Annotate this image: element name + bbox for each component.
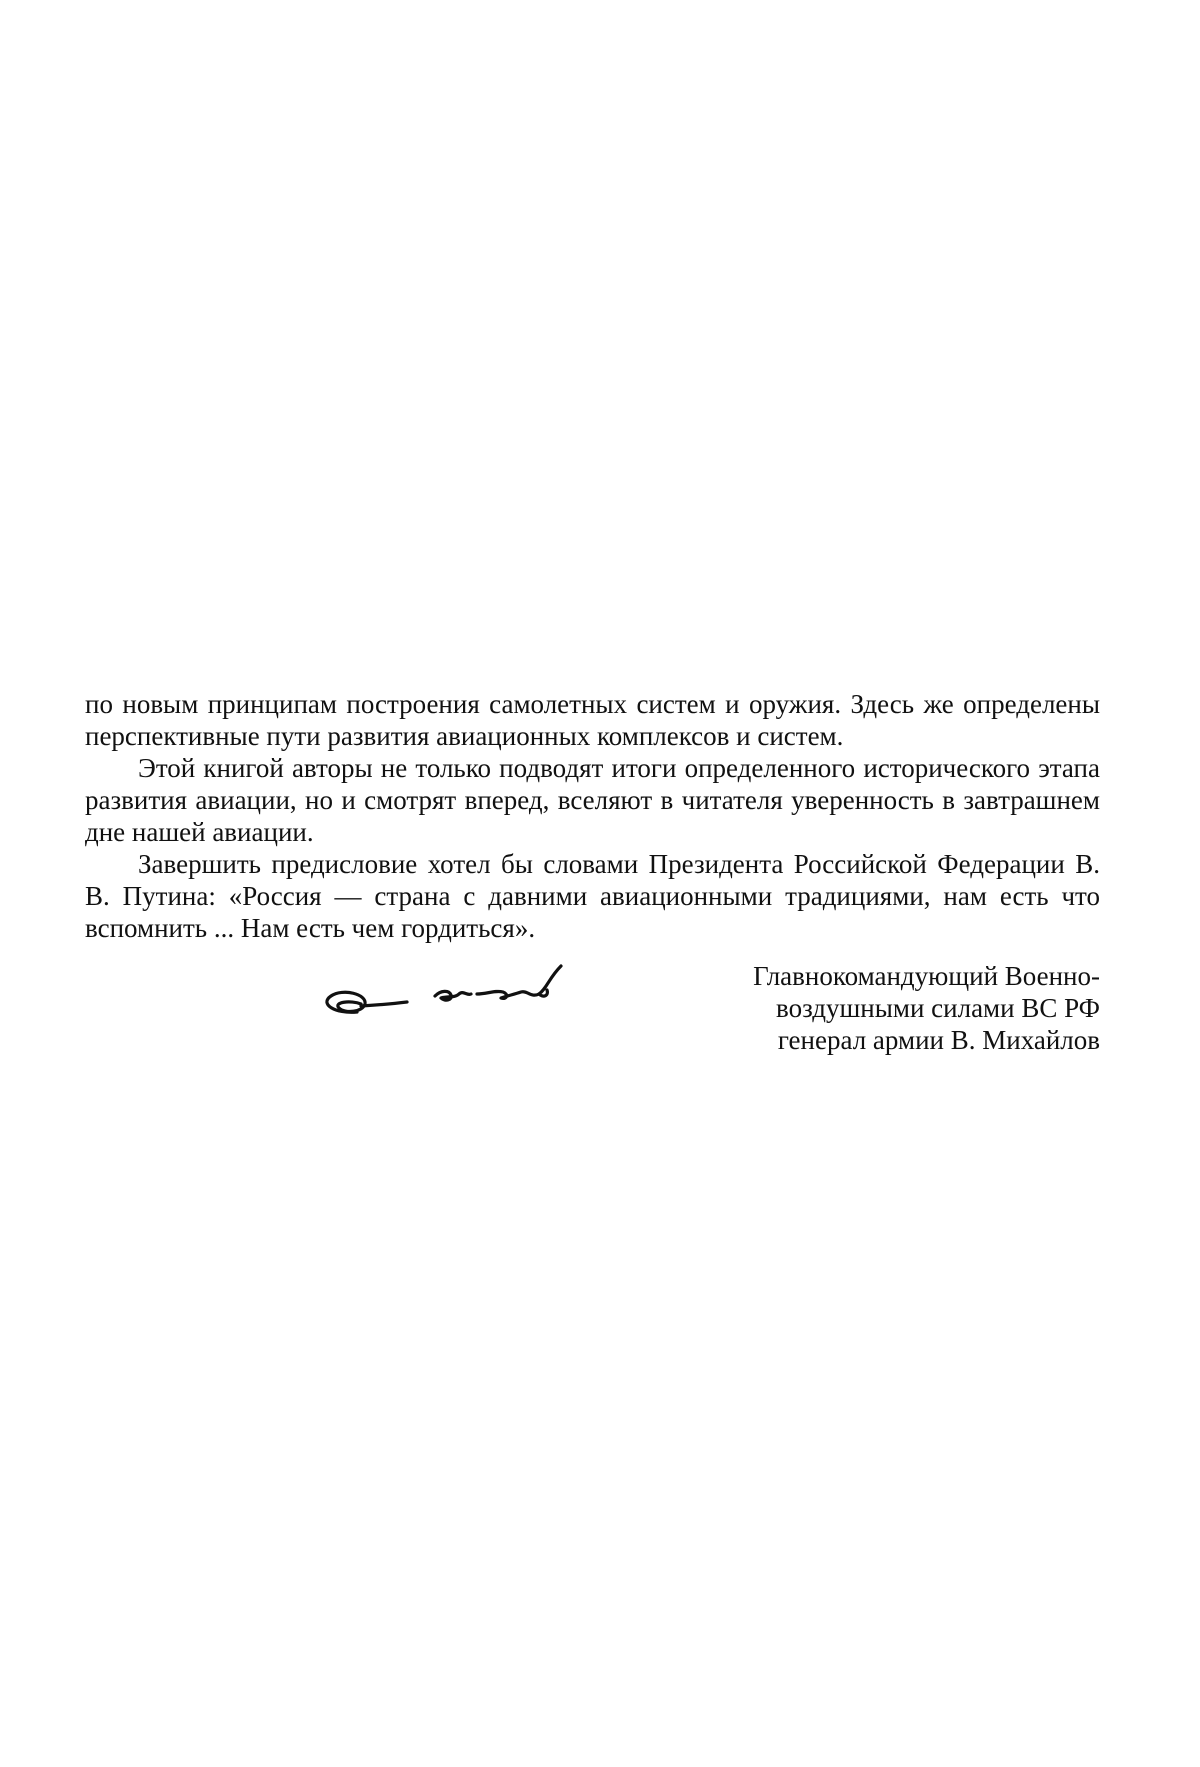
preface-text — [85, 688, 1100, 944]
signer-organization-line: воздушными силами ВС РФ — [776, 993, 1100, 1023]
signer-title — [753, 960, 1100, 1056]
signer-position-line: Главнокомандующий Военно- — [753, 961, 1100, 991]
signer-name-line: генерал армии В. Михайлов — [777, 1025, 1100, 1055]
paragraph-book-summary: Этой книгой авторы не только подводят итоги определенного исторического этапа развития авиации, но и смотрят вперед, вселяют в читателя уверенность в завтрашнем дне нашей авиации. — [85, 753, 1100, 847]
handwritten-signature — [317, 960, 617, 1040]
paragraph-closing-quote: Завершить предисловие хотел бы словами Президента Российской Федерации В. В. Путина: «Россия — страна с давними авиационными традициями, нам есть что вспомнить ... Нам есть чем гордиться». — [85, 849, 1100, 943]
signature-block — [85, 960, 1100, 1080]
paragraph-continuation: по новым принципам построения самолетных систем и оружия. Здесь же определены перспективные пути развития авиационных комплексов и систем. — [85, 689, 1100, 751]
